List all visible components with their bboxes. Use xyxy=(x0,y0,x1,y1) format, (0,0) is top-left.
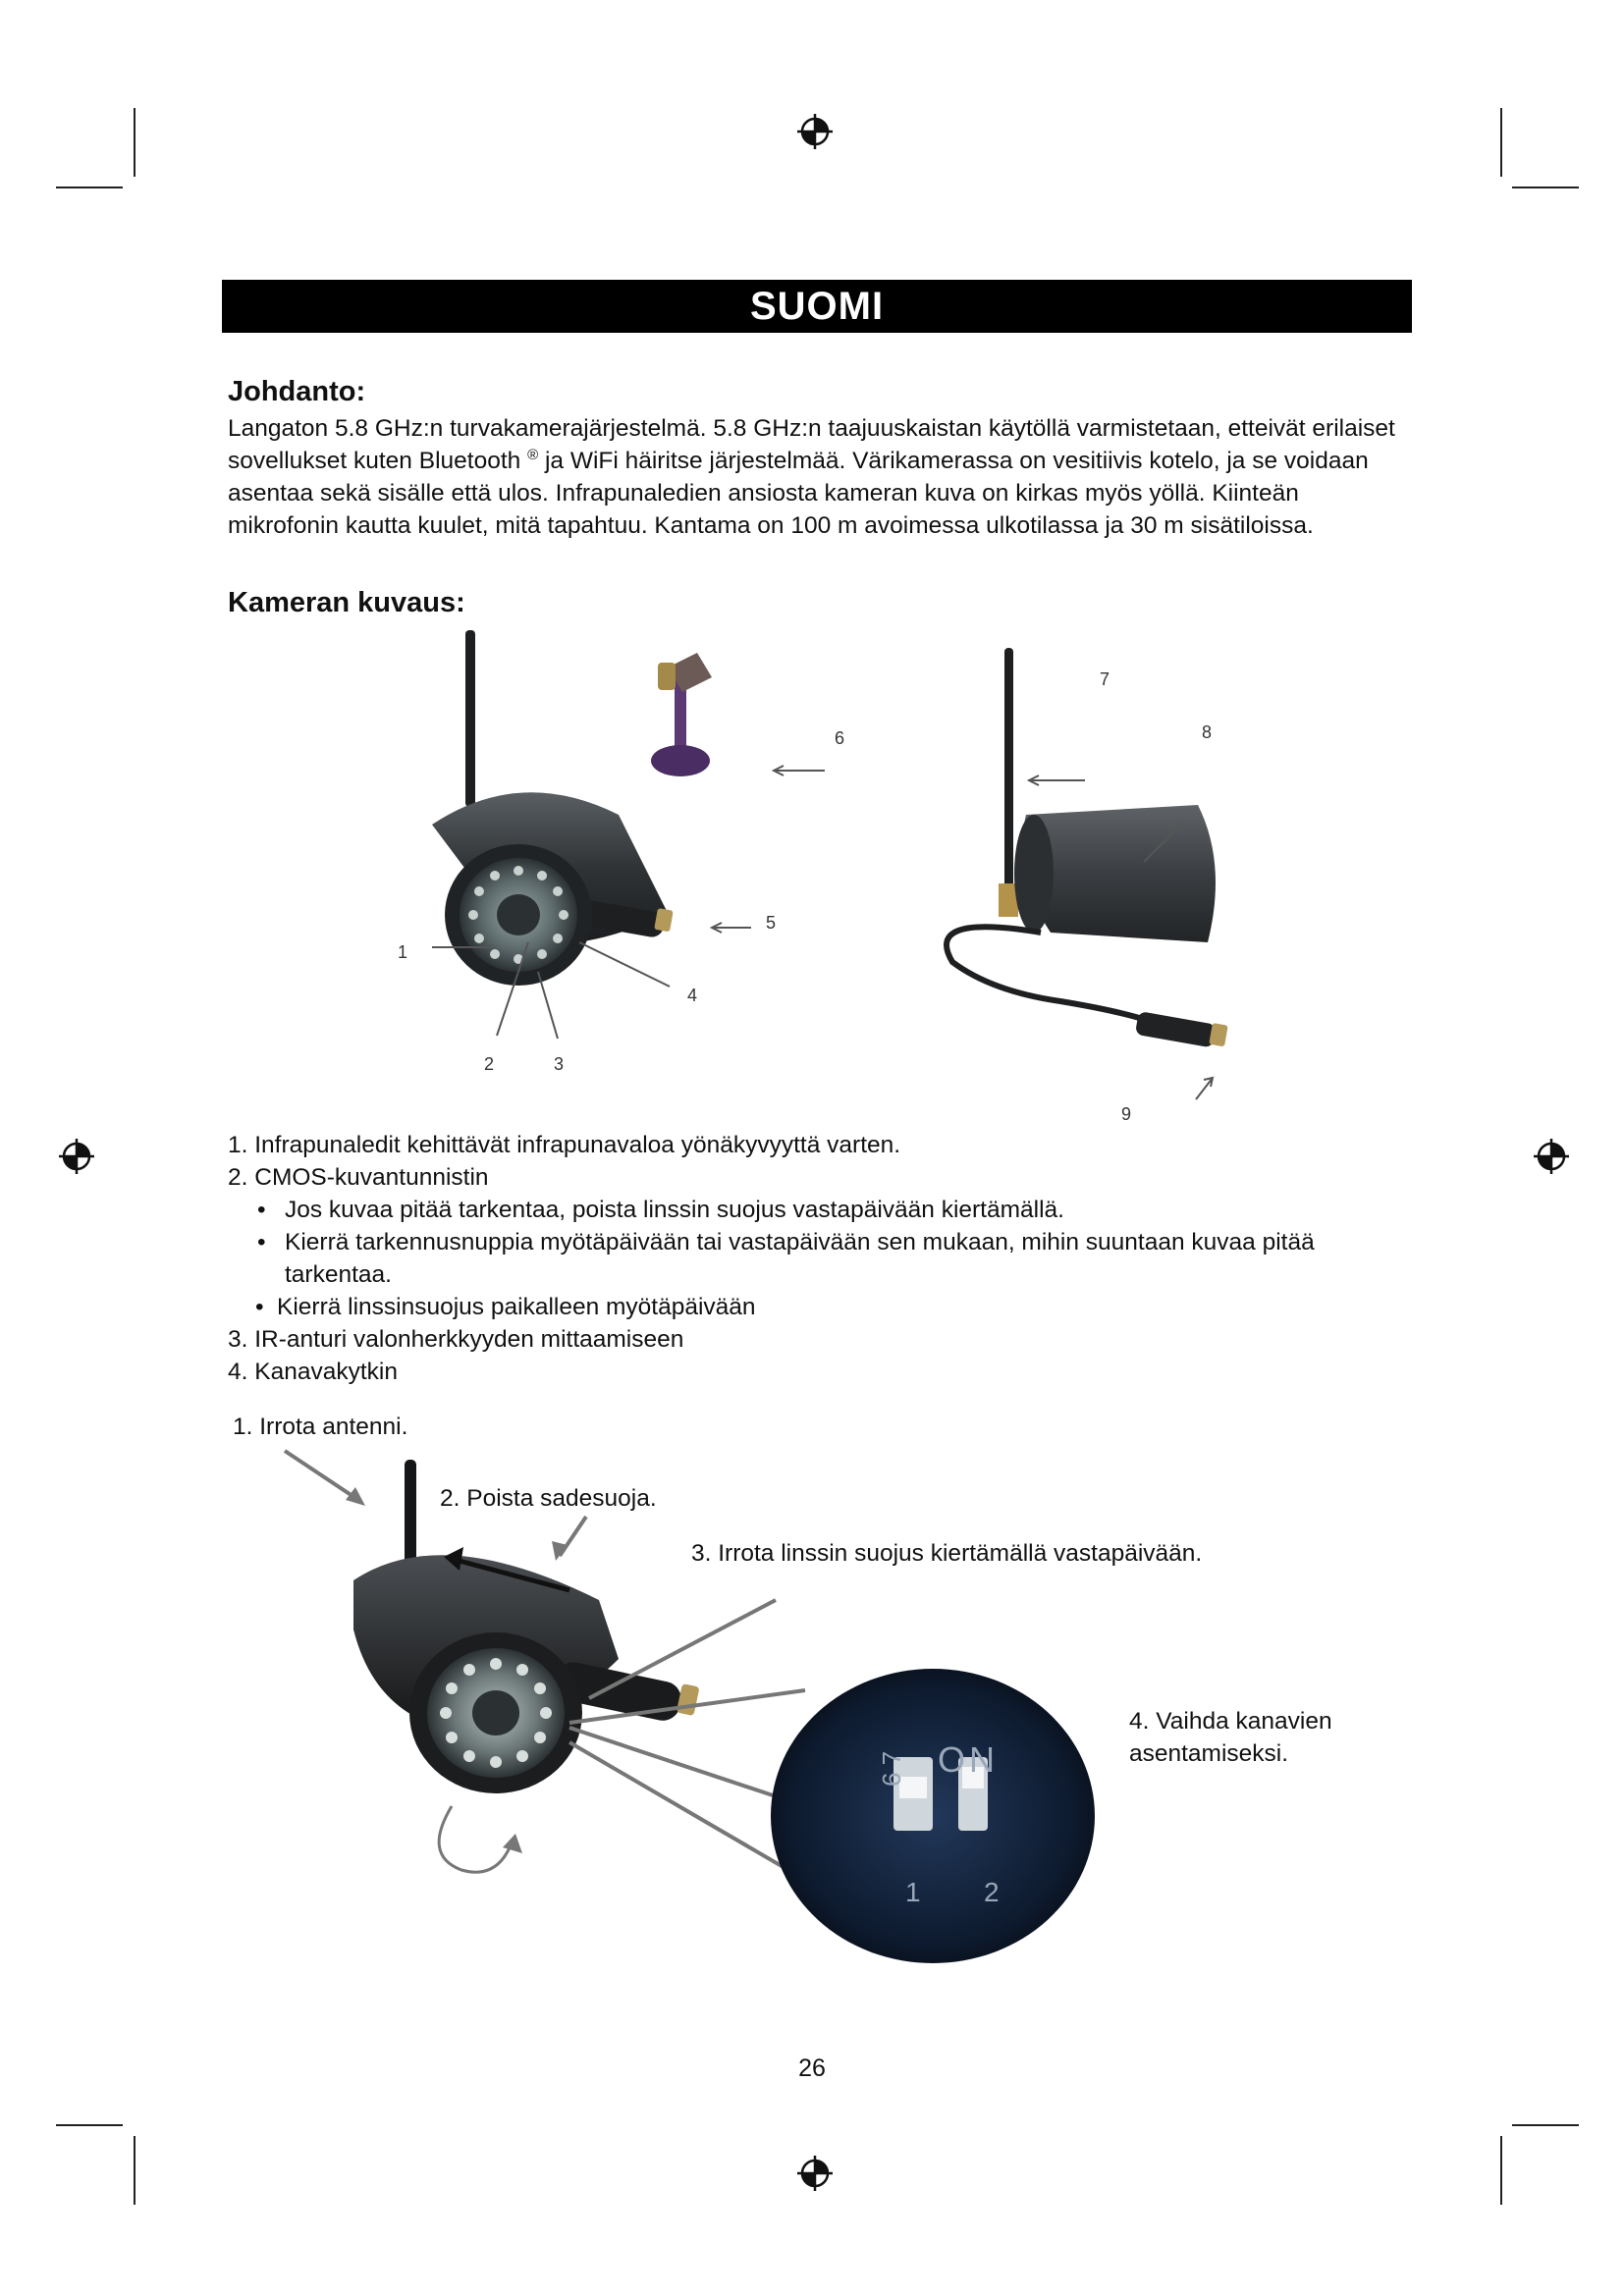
registration-mark-left-icon xyxy=(57,1137,96,1176)
channel-switch-zoom xyxy=(771,1669,1095,1963)
registration-mark-bottom-icon xyxy=(795,2154,835,2193)
procedure-step-4-line-2: asentamiseksi. xyxy=(1129,1740,1289,1767)
procedure-camera xyxy=(353,1555,700,1793)
list-item-text: Infrapunaledit kehittävät infrapunavaloa yönäkyvyyttä varten. xyxy=(254,1132,901,1158)
callout-3: 3 xyxy=(554,1054,565,1074)
side-antenna xyxy=(1004,648,1013,893)
bullet-symbol: • xyxy=(257,1197,266,1223)
crop-mark-bottom-right-horizontal xyxy=(1512,2124,1579,2126)
intro-paragraph xyxy=(228,412,1411,542)
procedure-step-1: 1. Irrota antenni. xyxy=(233,1414,408,1440)
callout-7: 7 xyxy=(1100,669,1110,689)
list-item xyxy=(228,1161,1416,1194)
list-item-number: 2. xyxy=(228,1164,248,1191)
bullet-item xyxy=(228,1194,1416,1226)
list-item-text: IR-anturi valonherkkyyden mittaamiseen xyxy=(254,1326,684,1353)
crop-mark-bottom-left-vertical xyxy=(134,2136,135,2205)
procedure-step-3: 3. Irrota linssin suojus kiertämällä vastapäivään. xyxy=(691,1540,1203,1567)
mounting-bracket xyxy=(651,653,712,776)
bullet-item xyxy=(228,1291,1416,1323)
crop-mark-bottom-left-horizontal xyxy=(56,2124,123,2126)
crop-mark-top-left-vertical xyxy=(134,108,135,177)
procedure-step-4-line-1: 4. Vaihda kanavien xyxy=(1129,1708,1332,1735)
intro-heading: Johdanto: xyxy=(228,376,366,407)
list-item-number: 4. xyxy=(228,1359,248,1385)
registration-mark-top-icon xyxy=(795,112,835,151)
list-item xyxy=(228,1323,1416,1356)
list-item-number: 3. xyxy=(228,1326,248,1353)
crop-mark-bottom-right-vertical xyxy=(1500,2136,1502,2205)
camera-front-view xyxy=(432,630,674,986)
parts-list xyxy=(228,1129,1416,1388)
list-item xyxy=(228,1129,1416,1161)
trademark-symbol: ® xyxy=(527,446,539,463)
callout-2: 2 xyxy=(484,1054,495,1074)
switch-label-2: 2 xyxy=(984,1877,1000,1907)
callout-8: 8 xyxy=(1202,722,1213,742)
callout-9: 9 xyxy=(1121,1104,1132,1124)
list-item xyxy=(228,1356,1416,1388)
procedure-figure xyxy=(275,1433,1178,1983)
procedure-step-2: 2. Poista sadesuoja. xyxy=(440,1485,657,1512)
bullet-text: Kierrä linssinsuojus paikalleen myötäpäivään xyxy=(277,1294,756,1320)
bullet-symbol: • xyxy=(257,1229,266,1255)
page-number: 26 xyxy=(798,2055,826,2082)
registration-mark-right-icon xyxy=(1532,1137,1571,1176)
list-item-text: CMOS-kuvantunnistin xyxy=(254,1164,489,1191)
callout-4: 4 xyxy=(687,986,698,1005)
language-banner: SUOMI xyxy=(222,280,1412,333)
bullet-symbol: • xyxy=(255,1294,264,1320)
callout-5: 5 xyxy=(766,913,777,933)
bullet-text: Jos kuvaa pitää tarkentaa, poista linssin suojus vastapäivään kiertämällä. xyxy=(285,1197,1064,1223)
camera-description-heading: Kameran kuvaus: xyxy=(228,587,465,618)
callout-1: 1 xyxy=(398,942,408,962)
crop-mark-top-left-horizontal xyxy=(56,187,123,188)
intro-text-part-1: Langaton 5.8 GHz:n turvakamerajärjestelmä. 5.8 GHz:n taajuuskaistan käytöllä varmistetaan, etteivät erilaiset sovellukset kuten Bluetooth xyxy=(228,415,1395,474)
list-item-text: Kanavakytkin xyxy=(254,1359,398,1385)
bullet-item xyxy=(228,1226,1416,1291)
callout-6: 6 xyxy=(835,728,845,748)
intro-text-part-2: ja WiFi häiritse järjestelmää. Värikamerassa on vesitiivis kotelo, ja se voidaan asentaa sekä sisälle että ulos. Infrapunaledien ansiosta kameran kuva on kirkas myös yöllä. Kiinteän mikrofonin kautta kuulet, mitä tapahtuu. Kantama on 100 m avoimessa ulkotilassa ja 30 m sisätiloissa. xyxy=(228,448,1369,539)
crop-mark-top-right-vertical xyxy=(1500,108,1502,177)
switch-label-1: 1 xyxy=(905,1877,921,1907)
bullet-text: Kierrä tarkennusnuppia myötäpäivään tai vastapäivään sen mukaan, mihin suuntaan kuvaa pitää tarkentaa. xyxy=(285,1229,1315,1288)
front-antenna xyxy=(465,630,475,807)
crop-mark-top-right-horizontal xyxy=(1512,187,1579,188)
camera-parts-figure xyxy=(373,618,1276,1129)
camera-side-view xyxy=(947,648,1228,1048)
switch-label-on: ON xyxy=(938,1739,999,1780)
list-item-number: 1. xyxy=(228,1132,248,1158)
switch-label-67: 6 7 xyxy=(877,1750,906,1787)
